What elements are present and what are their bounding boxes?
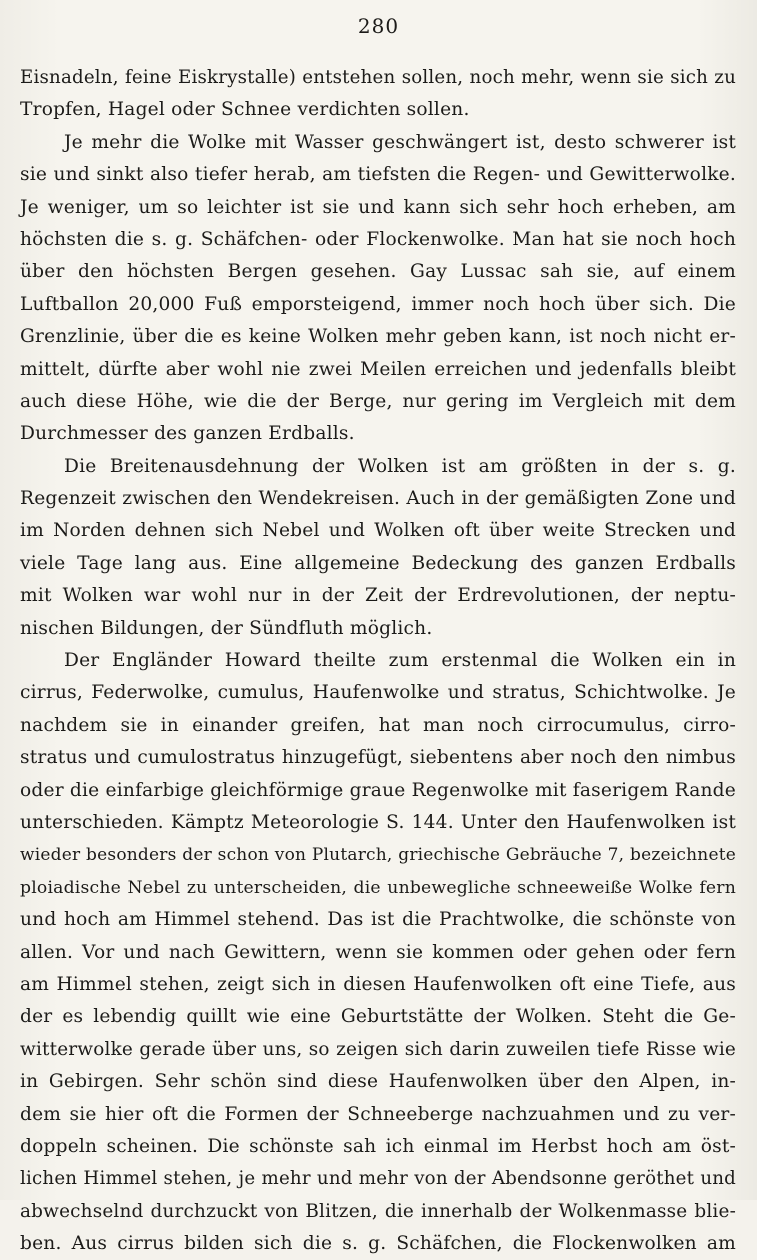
text-line: nischen Bildungen, der Sündfluth möglich. [20,617,433,639]
page-number: 280 [357,14,400,38]
text-line: unterschieden. Kämptz Meteorologie S. 144. Unter den Haufenwolken ist [20,811,736,833]
body-text [20,62,736,1260]
text-line: über den höchsten Bergen gesehen. Gay Lussac sah sie, auf einem [20,261,736,283]
text-line: mit Wolken war wohl nur in der Zeit der Erdrevolutionen, der neptu- [20,585,736,607]
text-line: doppeln scheinen. Die schönste sah ich einmal im Herbst hoch am öst- [20,1135,736,1157]
text-line: ploiadische Nebel zu unterscheiden, die unbewegliche schneeweiße Wolke fern [20,877,736,898]
text-line: wieder besonders der schon von Plutarch, griechische Gebräuche 7, bezeichnete [20,845,736,866]
text-line: Tropfen, Hagel oder Schnee verdichten sollen. [20,99,470,121]
text-line: Grenzlinie, über die es keine Wolken mehr geben kann, ist noch nicht er- [20,326,736,348]
text-line: ben. Aus cirrus bilden sich die s. g. Schäfchen, die Flockenwolken am [20,1233,736,1255]
text-line: Je weniger, um so leichter ist sie und kann sich sehr hoch erheben, am [20,196,736,218]
text-line: nachdem sie in einander greifen, hat man noch cirrocumulus, cirro- [20,714,736,736]
text-line: Durchmesser des ganzen Erdballs. [20,423,355,445]
text-line: Die Breitenausdehnung der Wolken ist am größten in der s. g. [64,455,736,477]
text-line: stratus und cumulostratus hinzugefügt, siebentens aber noch den nimbus [20,747,736,769]
text-line: Regenzeit zwischen den Wendekreisen. Auch in der gemäßigten Zone und [20,488,736,510]
text-line: witterwolke gerade über uns, so zeigen sich darin zuweilen tiefe Risse wie [20,1038,736,1060]
text-line: im Norden dehnen sich Nebel und Wolken oft über weite Strecken und [20,520,736,542]
text-line: höchsten die s. g. Schäfchen- oder Flockenwolke. Man hat sie noch hoch [20,228,736,250]
text-line: sie und sinkt also tiefer herab, am tiefsten die Regen- und Gewitterwolke. [20,164,736,186]
text-line: der es lebendig quillt wie eine Geburtstätte der Wolken. Steht die Ge- [20,1006,736,1028]
text-line: am Himmel stehen, zeigt sich in diesen Haufenwolken oft eine Tiefe, aus [20,973,736,995]
text-line: mittelt, dürfte aber wohl nie zwei Meilen erreichen und jedenfalls bleibt [20,358,736,380]
text-line: abwechselnd durchzuckt von Blitzen, die innerhalb der Wolkenmasse blie- [20,1200,736,1222]
text-line: Luftballon 20,000 Fuß emporsteigend, immer noch hoch über sich. Die [20,293,736,315]
text-line: allen. Vor und nach Gewittern, wenn sie kommen oder gehen oder fern [20,941,736,963]
text-line: lichen Himmel stehen, je mehr und mehr von der Abendsonne geröthet und [20,1168,736,1190]
text-line: und hoch am Himmel stehend. Das ist die Prachtwolke, die schönste von [20,909,736,931]
text-line: in Gebirgen. Sehr schön sind diese Haufenwolken über den Alpen, in- [20,1071,736,1093]
text-line: oder die einfarbige gleichförmige graue Regenwolke mit faserigem Rande [20,779,736,801]
text-line: dem sie hier oft die Formen der Schneeberge nachzuahmen und zu ver- [20,1103,736,1125]
text-line: viele Tage lang aus. Eine allgemeine Bedeckung des ganzen Erdballs [20,552,736,574]
text-line: Je mehr die Wolke mit Wasser geschwängert ist, desto schwerer ist [64,131,736,153]
text-line: auch diese Höhe, wie die der Berge, nur gering im Vergleich mit dem [20,390,736,412]
text-line: cirrus, Federwolke, cumulus, Haufenwolke und stratus, Schichtwolke. Je [20,682,736,704]
text-line: Der Engländer Howard theilte zum erstenmal die Wolken ein in [64,650,736,672]
text-line: Eisnadeln, feine Eiskrystalle) entstehen sollen, noch mehr, wenn sie sich zu [20,67,736,88]
